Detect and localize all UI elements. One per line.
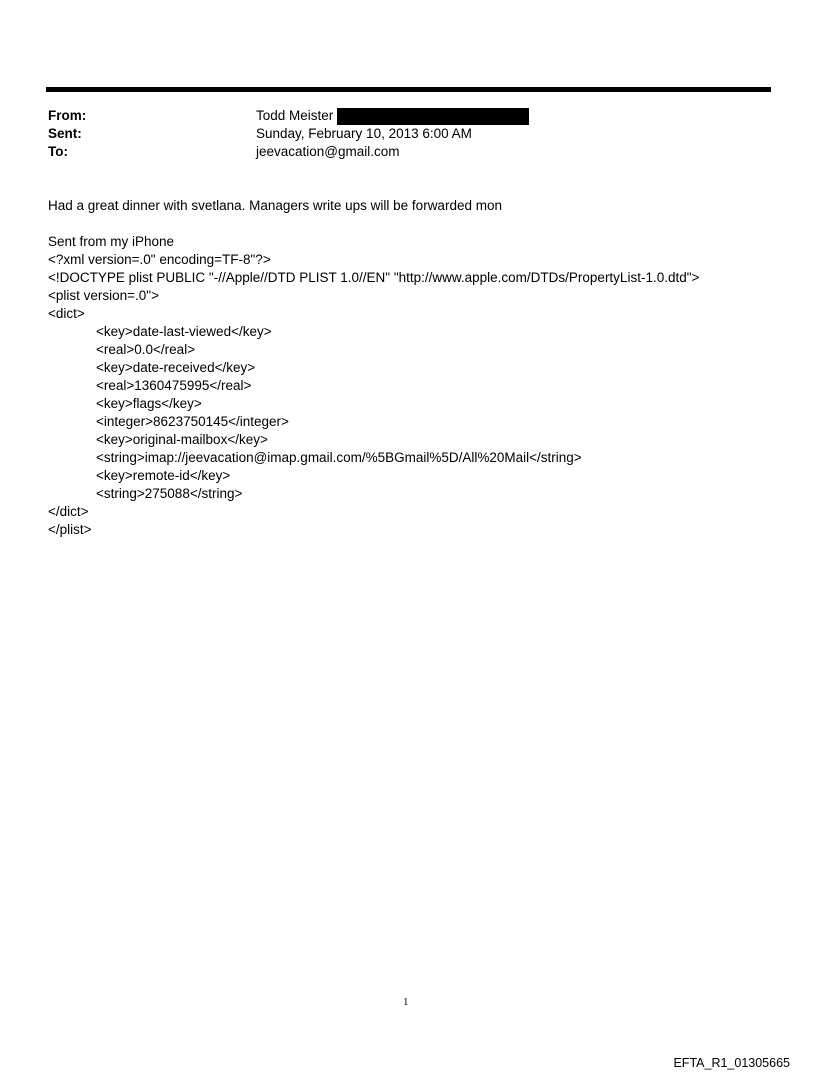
sent-row	[48, 125, 768, 143]
to-value: jeevacation@gmail.com	[256, 144, 400, 159]
sent-label: Sent:	[48, 126, 82, 141]
header-divider	[46, 87, 771, 92]
to-label: To:	[48, 144, 68, 159]
signature-text: Sent from my iPhone	[48, 234, 175, 249]
xml-declaration: <?xml version=.0" encoding=TF-8"?>	[48, 252, 271, 267]
document-id: EFTA_R1_01305665	[673, 1056, 790, 1070]
dict-line: <real>0.0</real>	[96, 342, 196, 357]
email-header	[48, 107, 768, 161]
plist-open: <plist version=.0">	[48, 288, 159, 303]
dict-line: <integer>8623750145</integer>	[96, 414, 289, 429]
to-row	[48, 143, 768, 161]
dict-line: <key>flags</key>	[96, 396, 202, 411]
from-value: Todd Meister	[256, 108, 334, 123]
doctype-line: <!DOCTYPE plist PUBLIC "-//Apple//DTD PLIST 1.0//EN" "http://www.apple.com/DTDs/PropertyList-1.0.dtd">	[48, 270, 700, 285]
from-label: From:	[48, 108, 87, 123]
email-body	[48, 197, 788, 539]
dict-line: <key>date-last-viewed</key>	[96, 324, 272, 339]
dict-line: <string>imap://jeevacation@imap.gmail.com/%5BGmail%5D/All%20Mail</string>	[96, 450, 582, 465]
plist-close: </plist>	[48, 522, 92, 537]
spacer	[48, 215, 788, 233]
dict-line: <key>date-received</key>	[96, 360, 256, 375]
sent-value: Sunday, February 10, 2013 6:00 AM	[256, 126, 472, 141]
dict-close: </dict>	[48, 504, 89, 519]
message-text: Had a great dinner with svetlana. Managers write ups will be forwarded mon	[48, 198, 502, 213]
redaction-box	[337, 108, 529, 125]
dict-line: <real>1360475995</real>	[96, 378, 252, 393]
dict-open: <dict>	[48, 306, 85, 321]
dict-line: <string>275088</string>	[96, 486, 243, 501]
page-number: 1	[403, 996, 409, 1008]
dict-line: <key>original-mailbox</key>	[96, 432, 268, 447]
from-value-wrap	[256, 107, 529, 125]
dict-line: <key>remote-id</key>	[96, 468, 231, 483]
from-row	[48, 107, 768, 125]
